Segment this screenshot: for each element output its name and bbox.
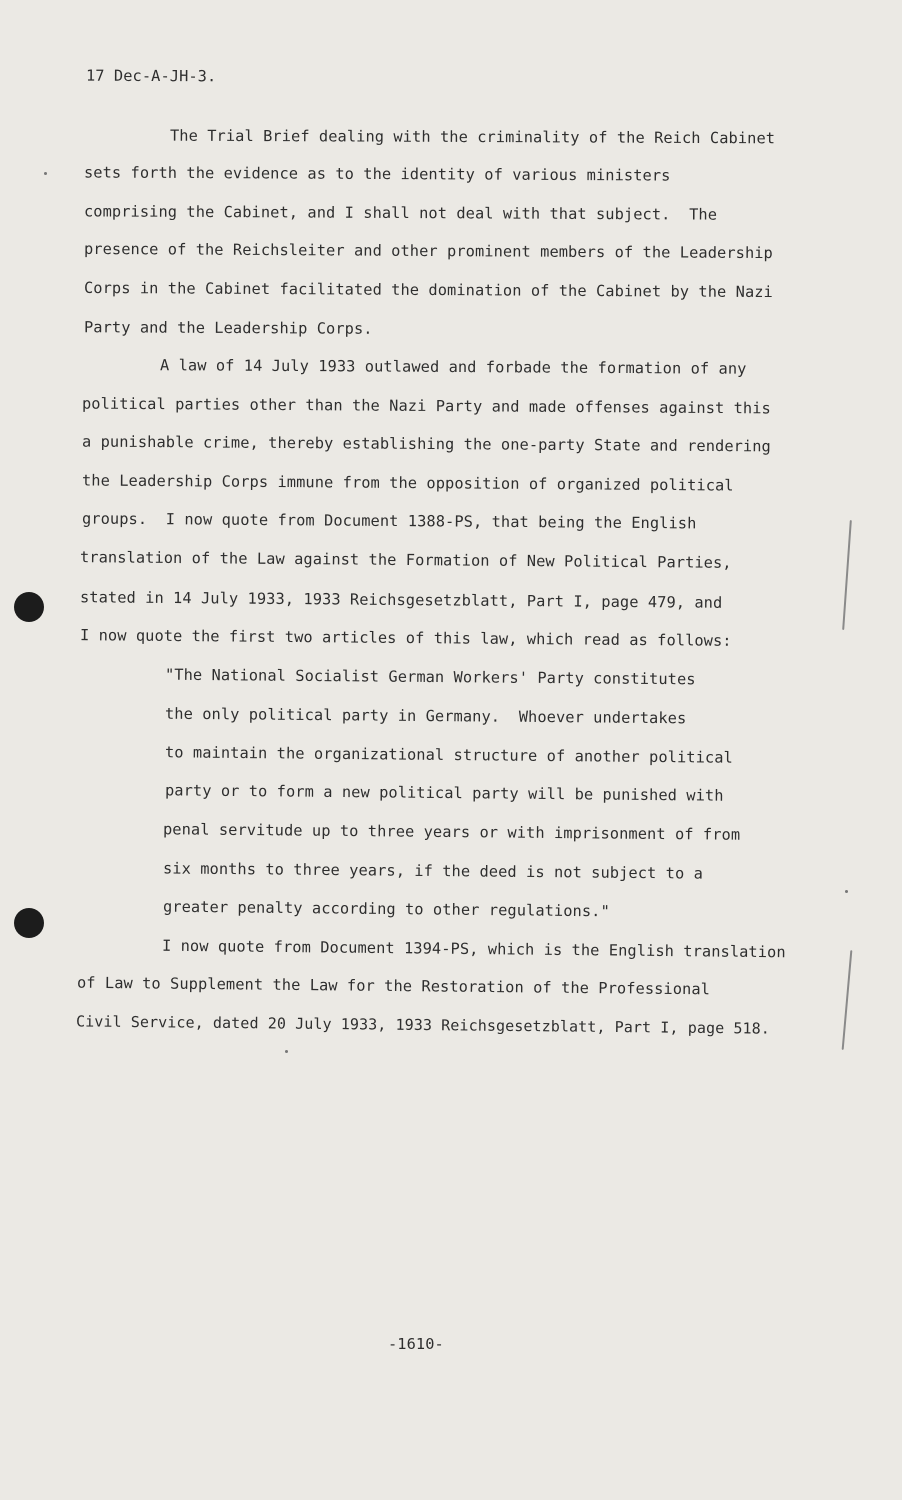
text-line: Corps in the Cabinet facilitated the domination of the Cabinet by the Nazi xyxy=(83,278,773,302)
quote-line: penal servitude up to three years or with imprisonment of from xyxy=(162,820,741,844)
quote-line: six months to three years, if the deed is not subject to a xyxy=(162,859,704,883)
quote-line: the only political party in Germany. Whoever undertakes xyxy=(164,704,687,728)
text-line: I now quote the first two articles of this law, which read as follows: xyxy=(79,626,732,650)
text-line: presence of the Reichsleiter and other prominent members of the Leadership xyxy=(83,239,773,263)
quote-line: greater penalty according to other regulations." xyxy=(162,897,610,921)
text-line: translation of the Law against the Formation of New Political Parties, xyxy=(79,548,732,572)
stray-dot-2 xyxy=(845,890,848,893)
stray-dot-1 xyxy=(44,172,47,175)
page-number: -1610- xyxy=(388,1335,444,1353)
text-line: groups. I now quote from Document 1388-PS, that being the English xyxy=(81,509,697,533)
margin-mark-lower xyxy=(842,950,852,1050)
punch-hole-upper xyxy=(14,592,44,622)
quote-line: "The National Socialist German Workers' Party constitutes xyxy=(164,665,696,689)
punch-hole-lower xyxy=(14,908,44,938)
text-line: political parties other than the Nazi Party and made offenses against this xyxy=(81,394,771,418)
quote-line: to maintain the organizational structure of another political xyxy=(164,743,733,767)
quote-line: party or to form a new political party will be punished with xyxy=(164,781,724,805)
stray-dot-3 xyxy=(285,1050,288,1053)
text-line: sets forth the evidence as to the identity of various ministers xyxy=(83,163,671,185)
text-line: comprising the Cabinet, and I shall not deal with that subject. The xyxy=(83,202,718,224)
text-line: I now quote from Document 1394-PS, which is the English translation xyxy=(161,936,786,962)
margin-mark-upper xyxy=(842,520,851,630)
text-line: of Law to Supplement the Law for the Restoration of the Professional xyxy=(76,973,711,999)
text-line: Civil Service, dated 20 July 1933, 1933 Reichsgesetzblatt, Part I, page 518. xyxy=(75,1012,771,1038)
text-line: The Trial Brief dealing with the criminality of the Reich Cabinet xyxy=(169,126,776,148)
text-line: A law of 14 July 1933 outlawed and forbade the formation of any xyxy=(159,356,747,378)
text-line: stated in 14 July 1933, 1933 Reichsgesetzblatt, Part I, page 479, and xyxy=(79,588,723,612)
document-reference: 17 Dec-A-JH-3. xyxy=(85,66,217,86)
text-line: a punishable crime, thereby establishing the one-party State and rendering xyxy=(81,432,771,456)
text-line: the Leadership Corps immune from the opposition of organized political xyxy=(81,471,734,495)
text-line: Party and the Leadership Corps. xyxy=(83,318,373,338)
